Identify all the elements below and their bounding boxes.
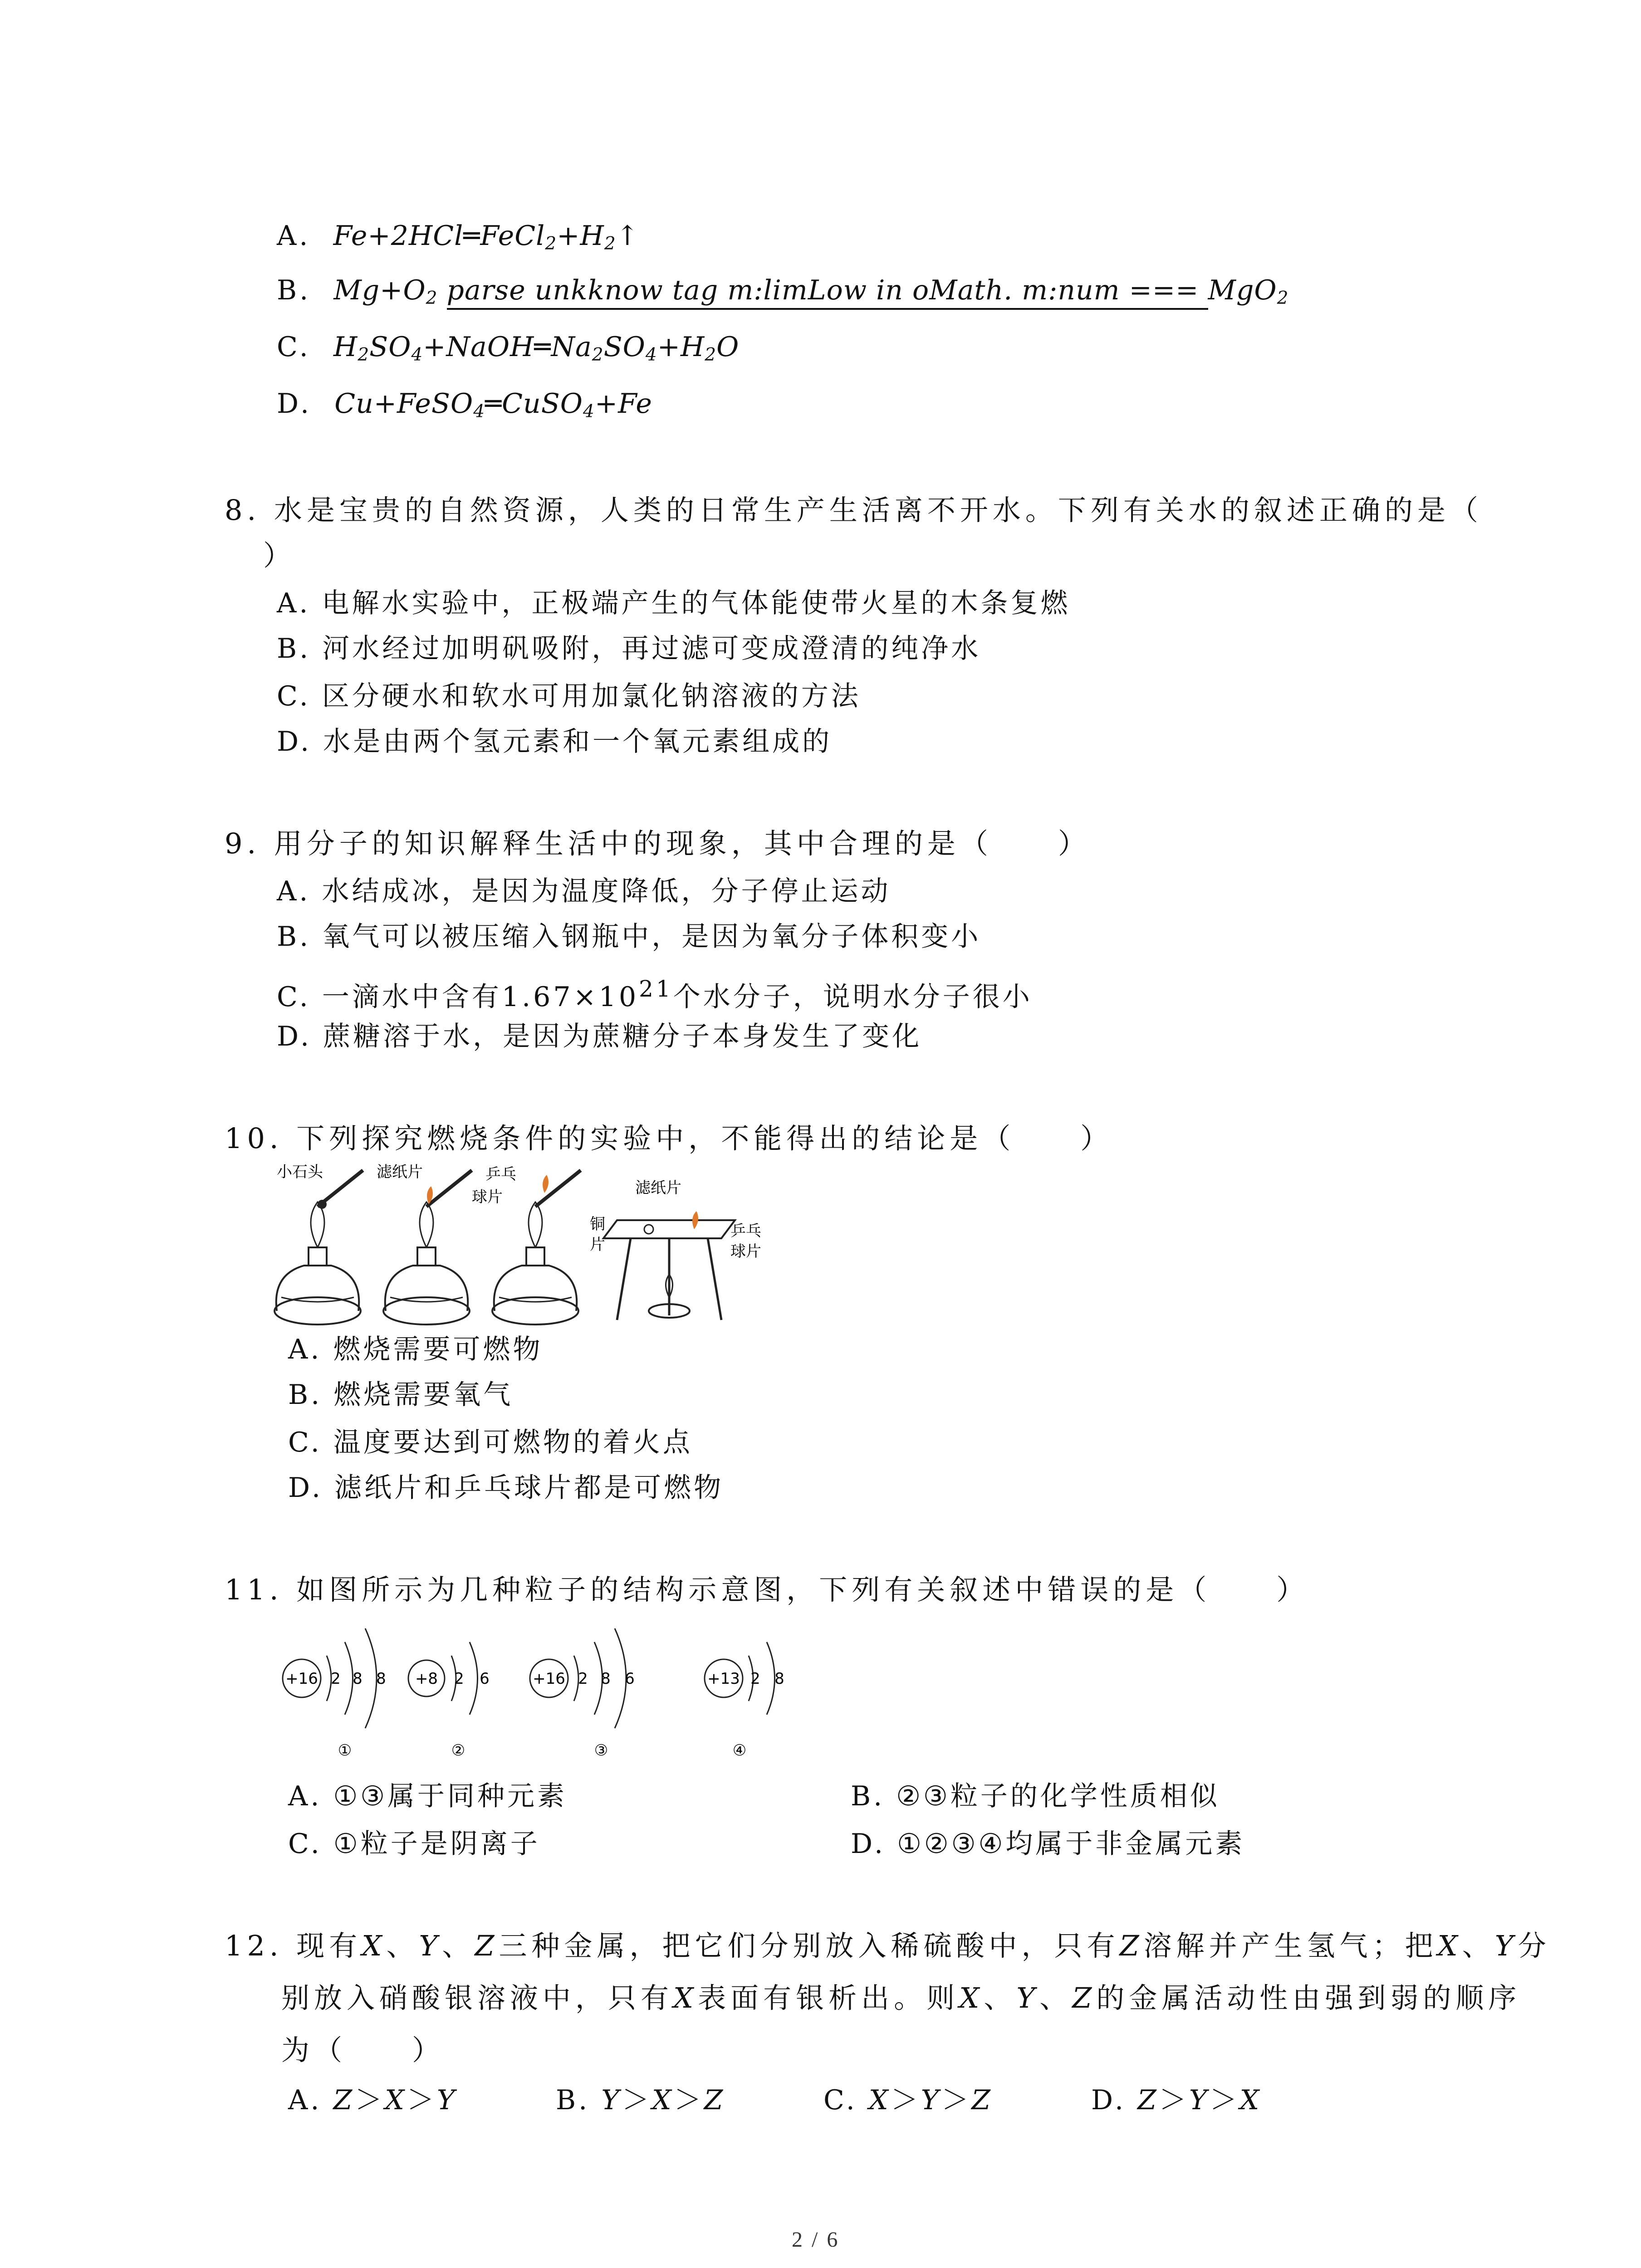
q9-option-a: A. 水结成冰，是因为温度降低，分子停止运动 xyxy=(277,875,891,907)
label-copper-a: 铜 xyxy=(590,1215,605,1233)
particle-1-marker: ① xyxy=(338,1741,352,1760)
combustion-experiment-figure xyxy=(272,1161,794,1334)
q8-option-c: C. 区分硬水和软水可用加氯化钠溶液的方法 xyxy=(277,680,861,712)
label-pingpong-1b: 球片 xyxy=(472,1188,503,1206)
label-filter-2: 滤纸片 xyxy=(635,1179,681,1197)
particle-1 xyxy=(283,1628,386,1760)
q8-stem-close: ） xyxy=(263,539,296,572)
particle-4-nucleus: +13 xyxy=(707,1670,740,1688)
label-pingpong-2a: 乒乓 xyxy=(730,1222,761,1240)
particle-4-marker: ④ xyxy=(732,1741,747,1760)
particle-3-nucleus: +16 xyxy=(533,1670,565,1688)
particle-1-shell-2: 8 xyxy=(353,1670,362,1688)
tripod-copper-sheet xyxy=(603,1211,735,1320)
particle-2-shell-1: 2 xyxy=(454,1670,464,1688)
q7-option-c: C. $H_2SO_4+NaOH═Na_2SO_4+H_2O$ xyxy=(277,331,740,365)
q7-c-formula: $H_2SO_4+NaOH═Na_2SO_4+H_2O$ xyxy=(333,331,740,365)
q11-option-a: A. ①③属于同种元素 xyxy=(288,1780,568,1812)
particle-structure-figure xyxy=(277,1615,812,1765)
label-copper-b: 片 xyxy=(590,1236,605,1254)
label-pingpong-2b: 球片 xyxy=(730,1242,761,1261)
particle-3-marker: ③ xyxy=(594,1741,608,1760)
particle-3-shell-1: 2 xyxy=(578,1670,588,1688)
alcohol-lamp-1 xyxy=(274,1170,363,1325)
q11-option-c: C. ①粒子是阴离子 xyxy=(288,1828,540,1860)
q11-stem: 11. 如图所示为几种粒子的结构示意图，下列有关叙述中错误的是（ ） xyxy=(225,1573,1309,1606)
q12-stem-line1: 12. 现有X、Y、Z三种金属，把它们分别放入稀硫酸中，只有Z溶解并产生氢气；把X、Y分 xyxy=(225,1929,1551,1962)
q8-option-d: D. 水是由两个氢元素和一个氧元素组成的 xyxy=(277,726,833,758)
particle-4-shell-1: 2 xyxy=(750,1670,760,1688)
q10-stem: 10. 下列探究燃烧条件的实验中，不能得出的结论是（ ） xyxy=(225,1122,1113,1155)
q8-option-b: B. 河水经过加明矾吸附，再过滤可变成澄清的纯净水 xyxy=(277,633,981,665)
particle-4-shell-2: 8 xyxy=(774,1670,784,1688)
q10-option-b: B. 燃烧需要氧气 xyxy=(288,1379,514,1411)
q12-option-a: A. Z＞X＞Y xyxy=(288,2084,458,2116)
q7-option-b: B. $Mg+O_2$ parse unkknow tag m:limLow in oMath. m:num === MgO$_2$ xyxy=(277,272,1288,317)
q10-option-d: D. 滤纸片和乒乓球片都是可燃物 xyxy=(288,1472,724,1504)
q7-option-a: A. $Fe+2HCl═FeCl_2+H_2↑$ xyxy=(277,220,639,254)
alcohol-lamp-2 xyxy=(383,1170,472,1325)
q12-option-c: C. X＞Y＞Z xyxy=(823,2084,993,2116)
label-filter-1: 滤纸片 xyxy=(377,1163,423,1181)
label-stone: 小石头 xyxy=(277,1163,323,1181)
q11-option-b: B. ②③粒子的化学性质相似 xyxy=(851,1780,1220,1812)
particle-3-shell-2: 8 xyxy=(601,1670,611,1688)
q8-option-a: A. 电解水实验中，正极端产生的气体能使带火星的木条复燃 xyxy=(277,587,1071,619)
q7-option-d: D. Cu+FeSO$_4$═CuSO$_4$+Fe xyxy=(277,388,652,422)
particle-2-nucleus: +8 xyxy=(415,1670,438,1688)
particle-2-marker: ② xyxy=(451,1741,465,1760)
alcohol-lamp-3 xyxy=(492,1170,581,1325)
particle-1-shell-1: 2 xyxy=(331,1670,341,1688)
q12-stem-line2: 别放入硝酸银溶液中，只有X表面有银析出。则X、Y、Z的金属活动性由强到弱的顺序 xyxy=(281,1981,1521,2014)
label-pingpong-1a: 乒乓 xyxy=(485,1165,516,1183)
particle-1-nucleus: +16 xyxy=(285,1670,318,1688)
particle-3-shell-3: 6 xyxy=(625,1670,635,1688)
q12-option-d: D. Z＞Y＞X xyxy=(1091,2084,1262,2116)
q9-stem: 9. 用分子的知识解释生活中的现象，其中合理的是（ ） xyxy=(225,827,1091,860)
q10-option-a: A. 燃烧需要可燃物 xyxy=(288,1334,543,1365)
particle-3 xyxy=(530,1628,635,1760)
q12-option-b: B. Y＞X＞Z xyxy=(556,2084,726,2116)
q12-stem-line3: 为（ ） xyxy=(281,2033,445,2067)
q7-d-formula: Cu+FeSO$_4$═CuSO$_4$+Fe xyxy=(334,388,652,422)
q8-stem: 8. 水是宝贵的自然资源，人类的日常生产生活离不开水。下列有关水的叙述正确的是（ xyxy=(225,494,1483,527)
particle-1-shell-3: 8 xyxy=(376,1670,386,1688)
q7-b-formula: $Mg+O_2$ parse unkknow tag m:limLow in oMath. m:num === MgO$_2$ xyxy=(333,274,1288,306)
q10-option-c: C. 温度要达到可燃物的着火点 xyxy=(288,1427,693,1458)
q9-option-d: D. 蔗糖溶于水，是因为蔗糖分子本身发生了变化 xyxy=(277,1021,922,1052)
q7-a-formula: $Fe+2HCl═FeCl_2+H_2↑$ xyxy=(333,220,639,254)
particle-4 xyxy=(705,1642,784,1760)
particle-2-shell-2: 6 xyxy=(480,1670,490,1688)
q9-option-b: B. 氧气可以被压缩入钢瓶中，是因为氧分子体积变小 xyxy=(277,921,981,953)
page-number: 2 / 6 xyxy=(792,2228,840,2252)
q9-option-c: C. 一滴水中含有$1.67\times 10^{21}$个水分子，说明水分子很小 xyxy=(277,976,1033,1013)
q11-option-d: D. ①②③④均属于非金属元素 xyxy=(851,1828,1245,1860)
particle-2 xyxy=(408,1642,490,1760)
